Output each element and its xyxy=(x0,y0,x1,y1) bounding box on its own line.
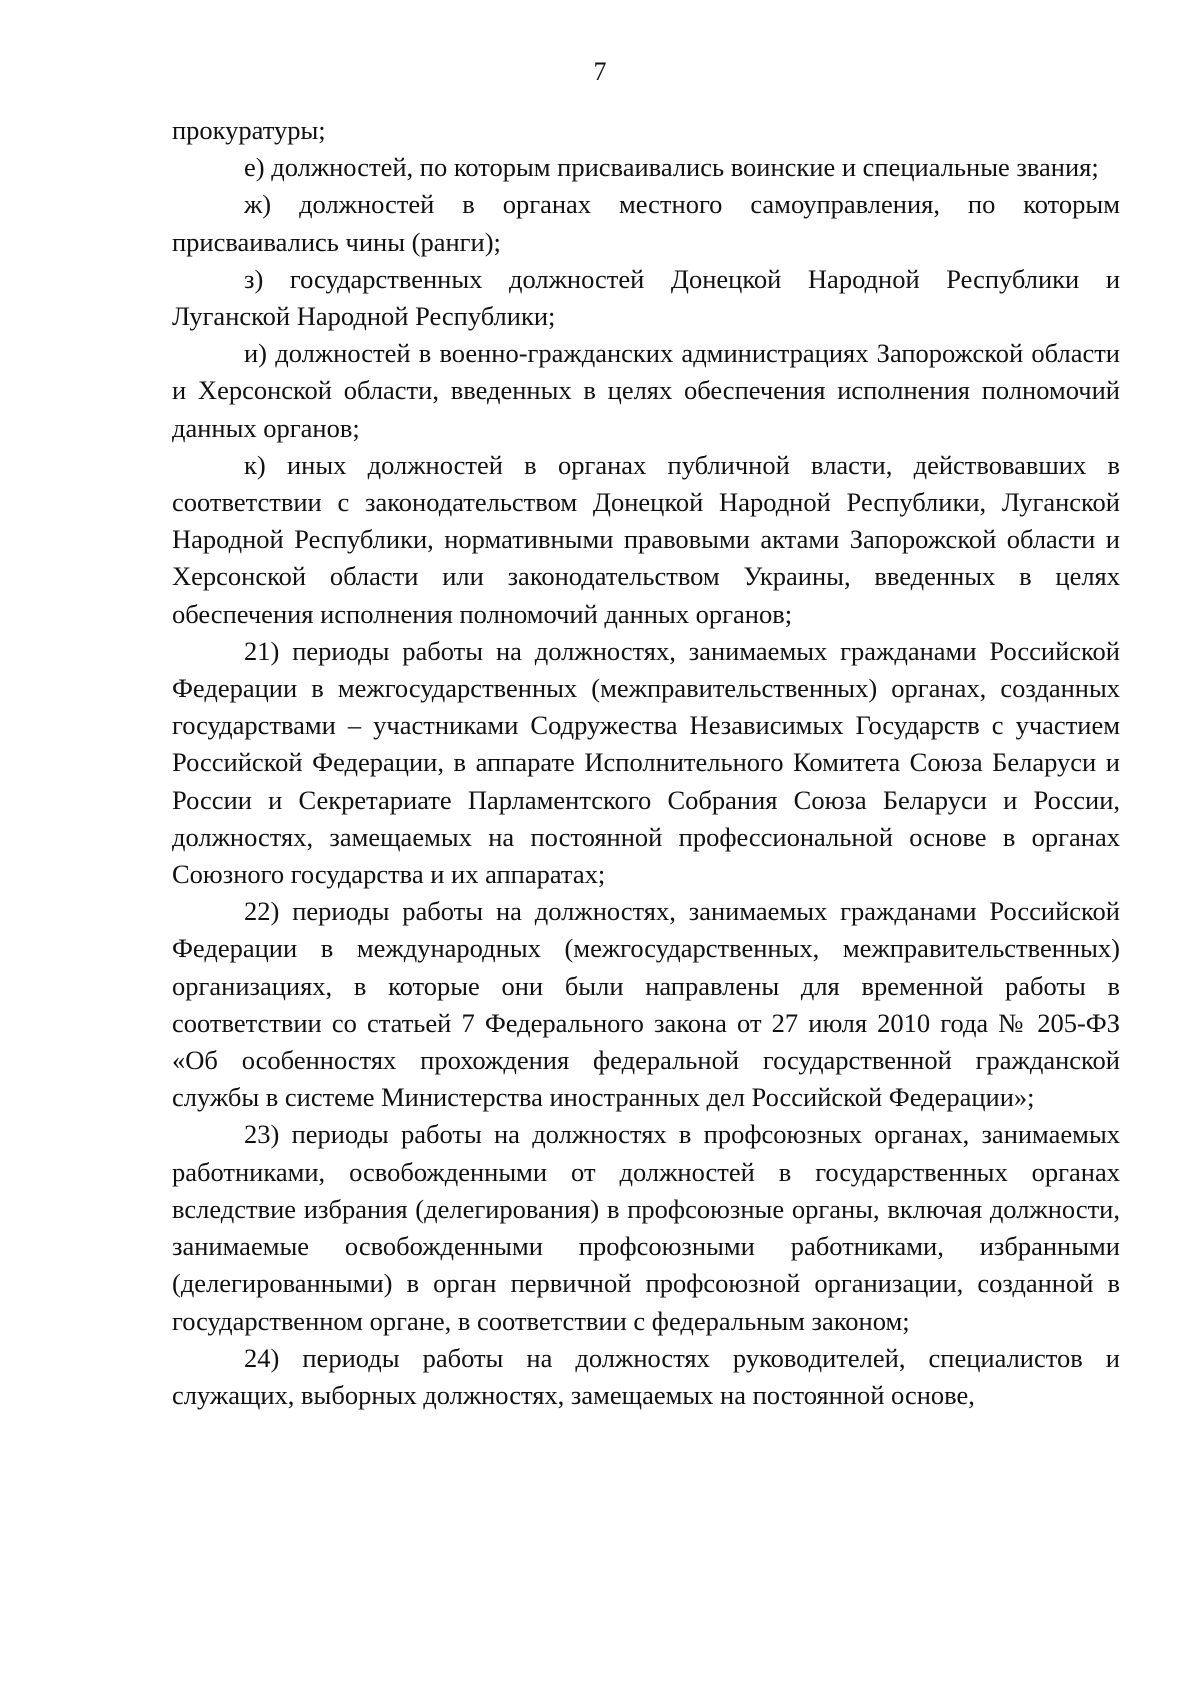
paragraph-item-23: 23) периоды работы на должностях в профсоюзных органах, занимаемых работниками, освобожденными от должностей в государственных органах вследствие избрания (делегирования) в профсоюзные органы, включая должности, занимаемые освобожденными профсоюзными работниками, избранными (делегированными) в орган первичной профсоюзной организации, созданной в государственном органе, в соответствии с федеральным законом; xyxy=(172,1119,1120,1336)
paragraph-item-e: е) должностей, по которым присваивались воинские и специальные звания; xyxy=(244,152,1099,183)
paragraph-item-k: к) иных должностей в органах публичной власти, действовавших в соответствии с законодательством Донецкой Народной Республики, Луганской Народной Республики, нормативными правовыми актами Запорожской области и Херсонской области или законодательством Украины, введенных в целях обеспечения исполнения полномочий данных органов; xyxy=(172,449,1120,629)
paragraph-item-zh: ж) должностей в органах местного самоуправления, по которым присваивались чины (ранги); xyxy=(172,189,1120,257)
paragraph-continuation: прокуратуры; xyxy=(172,115,326,145)
paragraph-item-i: и) должностей в военно-гражданских администрациях Запорожской области и Херсонской области, введенных в целях обеспечения исполнения полномочий данных органов; xyxy=(172,338,1120,443)
paragraph-item-22: 22) периоды работы на должностях, занимаемых гражданами Российской Федерации в международных (межгосударственных, межправительственных) организациях, в которые они были направлены для временной работы в соответствии со статьей 7 Федерального закона от 27 июля 2010 года № 205-ФЗ «Об особенностях прохождения федеральной государственной гражданской службы в системе Министерства иностранных дел Российской Федерации»; xyxy=(172,896,1120,1113)
paragraph-item-21: 21) периоды работы на должностях, занимаемых гражданами Российской Федерации в межгосударственных (межправительственных) органах, созданных государствами – участниками Содружества Независимых Государств с участием Российской Федерации, в аппарате Исполнительного Комитета Союза Беларуси и России и Секретариате Парламентского Собрания Союза Беларуси и России, должностях, замещаемых на постоянной профессиональной основе в органах Союзного государства и их аппаратах; xyxy=(172,635,1120,890)
paragraph-item-24: 24) периоды работы на должностях руководителей, специалистов и служащих, выборных должностях, замещаемых на постоянной основе, xyxy=(172,1342,1120,1410)
document-body xyxy=(172,112,1120,1414)
paragraph-item-z: з) государственных должностей Донецкой Народной Республики и Луганской Народной Республики; xyxy=(172,263,1120,332)
page-number: 7 xyxy=(593,57,607,86)
